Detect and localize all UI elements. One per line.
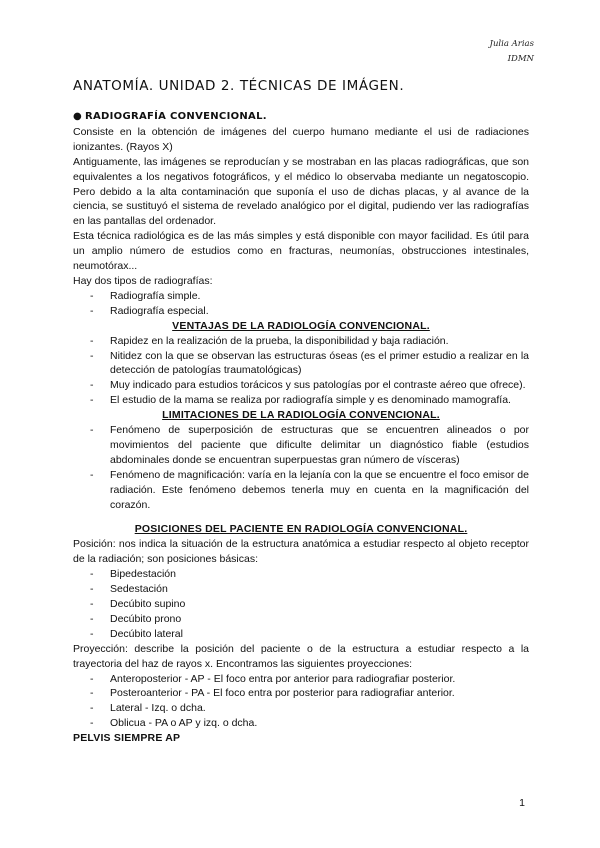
section-heading-radiografia xyxy=(73,110,529,125)
proyecciones-list xyxy=(73,672,529,732)
ventajas-heading: VENTAJAS DE LA RADIOLOGÍA CONVENCIONAL. xyxy=(172,319,430,332)
document-body xyxy=(73,110,529,746)
list-item: - Decúbito supino xyxy=(73,597,529,612)
pelvis-note: PELVIS SIEMPRE AP xyxy=(73,732,181,745)
document-title: ANATOMÍA. UNIDAD 2. TÉCNICAS DE IMÁGEN. xyxy=(73,78,405,94)
posiciones-list xyxy=(73,567,529,642)
list-item: - Anteroposterior - AP - El foco entra por anterior para radiografiar posterior. xyxy=(73,672,529,687)
list-item: - Radiografía especial. xyxy=(73,304,529,319)
list-item: - Lateral - Izq. o dcha. xyxy=(73,701,529,716)
list-item: - Fenómeno de magnificación: varía en la lejanía con la que se encuentre el foco emisor de radiación. Este fenómeno debemos tenerla muy en cuenta en la magnificación del corazón. xyxy=(73,468,529,513)
list-item: - Fenómeno de superposición de estructuras que se encuentren alineados o por movimientos del paciente que dificulte delimitar un diagnóstico fiable (estudios abdominales donde se encuentran superpuestas gran número de vísceras) xyxy=(73,423,529,468)
list-item: - Nitidez con la que se observan las estructuras óseas (es el primer estudio a realizar en la detección de patologías traumatológicas) xyxy=(73,349,529,379)
posiciones-heading: POSICIONES DEL PACIENTE EN RADIOLOGÍA CONVENCIONAL. xyxy=(134,523,468,536)
paragraph-history: Antiguamente, las imágenes se reproducían y se mostraban en las placas radiográficas, que son equivalentes a los negativos fotográficos, y el médico lo observaba mediante un negatoscopio. Pero debido a la alta contaminación que suponía el uso de dichas placas, y al avance de la ciencia, se sustituyó el sistema de revelado analógico por el digital, pudiendo ver las radiografías en las pantallas del ordenador. xyxy=(73,155,529,228)
paragraph-posicion: Posición: nos indica la situación de la estructura anatómica a estudiar respecto al objeto receptor de la radiación; son posiciones básicas: xyxy=(73,538,529,566)
author-name: Julia Arias xyxy=(489,39,534,49)
list-item: - Decúbito lateral xyxy=(73,627,529,642)
paragraph-usage: Esta técnica radiológica es de las más simples y está disponible con mayor facilidad. Es útil para un amplio número de estudios como en fracturas, neumonías, obstrucciones intestinales, neumotórax... xyxy=(73,230,529,273)
bullet-icon: ● xyxy=(73,111,83,122)
list-item: - Oblicua - PA o AP y izq. o dcha. xyxy=(73,716,529,731)
list-item: - El estudio de la mama se realiza por radiografía simple y es denominado mamografía. xyxy=(73,393,529,408)
list-item: - Radiografía simple. xyxy=(73,289,529,304)
list-item: - Bipedestación xyxy=(73,567,529,582)
list-item: - Muy indicado para estudios torácicos y sus patologías por el contraste aéreo que ofrece). xyxy=(73,378,529,393)
list-item: - Decúbito prono xyxy=(73,612,529,627)
section-heading-text: RADIOGRAFÍA CONVENCIONAL. xyxy=(85,111,267,122)
page-number: 1 xyxy=(519,797,525,809)
ventajas-list xyxy=(73,334,529,409)
list-item: - Rapidez en la realización de la prueba, la disponibilidad y baja radiación. xyxy=(73,334,529,349)
paragraph-types-intro: Hay dos tipos de radiografías: xyxy=(73,274,213,287)
paragraph-proyeccion: Proyección: describe la posición del paciente o de la estructura a estudiar respecto a la trayectoria del haz de rayos x. Encontramos las siguientes proyecciones: xyxy=(73,642,529,670)
list-item: - Sedestación xyxy=(73,582,529,597)
limitaciones-list xyxy=(73,423,529,512)
author-block xyxy=(490,37,534,67)
paragraph-definition: Consiste en la obtención de imágenes del cuerpo humano mediante el usi de radiaciones ionizantes. (Rayos X) xyxy=(73,125,529,153)
limitaciones-heading: LIMITACIONES DE LA RADIOLOGÍA CONVENCIONAL. xyxy=(162,409,440,422)
types-list xyxy=(73,289,529,319)
list-item: - Posteroanterior - PA - El foco entra por posterior para radiografiar anterior. xyxy=(73,686,529,701)
author-course: IDMN xyxy=(507,54,534,64)
